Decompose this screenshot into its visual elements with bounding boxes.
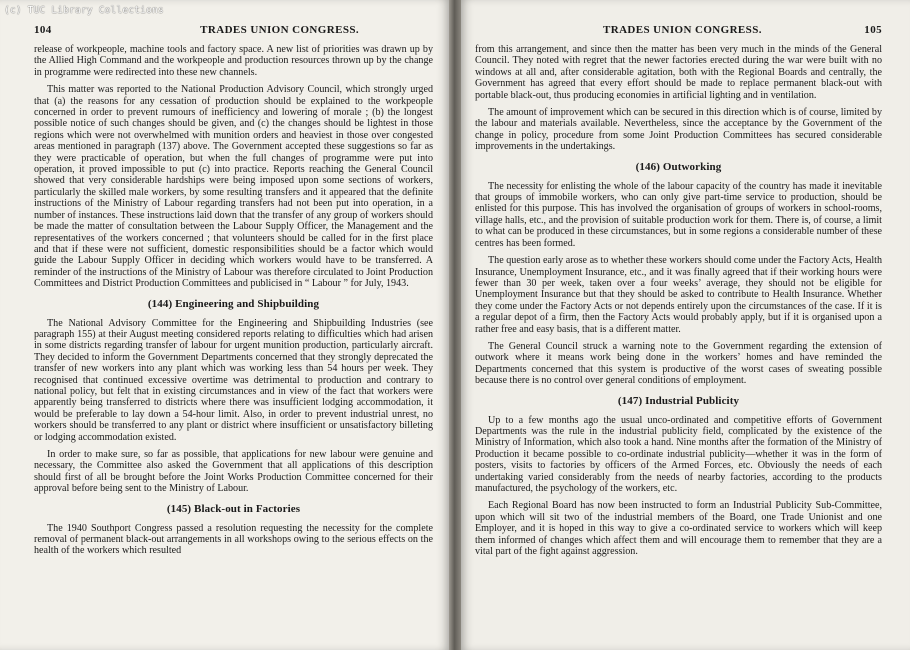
copyright-watermark: (c) TUC Library Collections <box>4 5 164 16</box>
section-heading-147: (147) Industrial Publicity <box>617 394 740 407</box>
left-page-body <box>34 44 433 557</box>
paragraph: Up to a few months ago the usual unco-ordinated and competitive efforts of Government Departments was the rule in the industrial publicity field, complicated by the existence of the Ministry of Information, which also took a hand. Nine months after the formation of the Ministry of Production it became possible to co-ordinate industrial publicity—whether it was in the form of posters, visits to factories by officers of the Armed Forces, etc. Obviously the needs of each undertaking varied considerably from the needs of nearby factories, according to the products manufactured, the psychology of the workers, etc. <box>475 414 882 494</box>
left-page-number: 104 <box>34 24 52 36</box>
paragraph: The 1940 Southport Congress passed a resolution requesting the necessity for the complete removal of permanent black-out arrangements in all workshops owing to the serious effects on the health of the workers which resulted <box>34 522 433 557</box>
section-heading-145: (145) Black-out in Factories <box>166 502 301 515</box>
left-running-title: TRADES UNION CONGRESS. <box>200 24 359 36</box>
paragraph: The amount of improvement which can be secured in this direction which is of course, limited by the labour and materials available. Nevertheless, since the acceptance by the Government of the change in policy, procedure from some Joint Production Committees has secured considerable improvements in the undertakings. <box>475 107 882 153</box>
paragraph: release of workpeople, machine tools and factory space. A new list of priorities was drawn up by the Allied High Command and the workpeople and production resources thrown up by the change in programme were redirected into these new channels. <box>34 44 433 78</box>
paragraph: In order to make sure, so far as possible, that applications for new labour were genuine and necessary, the Committee also asked the Government that all applications of this description should first of all be brought before the Joint Works Production Committee concerned for their approval before being sent to the Ministry of Labour. <box>34 449 433 495</box>
paragraph: This matter was reported to the National Production Advisory Council, which strongly urged that (a) the reasons for any cessation of production should be explained to the workpeople concerned in order to prevent rumours of inefficiency and lowering of morale ; (b) the longest possible notice of such changes should be given, and (c) the changes should be lightest in those regions which were not overwhelmed with munition orders and heaviest in those over congested areas mentioned in paragraph (137) above. The Government accepted these suggestions so far as they were practicable of operation, but when the full changes of programme were put into operation, it proved impossible to put (c) into practice. Reports reaching the General Council showed that very considerable hardships were being imposed upon some sections of workers, particularly the skilled male workers, by some resulting transfers and it appeared that the definite instructions of the Ministry of Labour regarding transfers had not been put into operation, in a number of instances. These instructions laid down that the transfer of any group of workers should be made the matter of consultation between the Labour Supply Officer, the Management and the representatives of the workers concerned ; that volunteers should be called for in the first place and that if these were not sufficient, domestic responsibilities should be a factor which would guide the Labour Supply Officer in deciding which workers would have to be transferred. A reminder of the instructions of the Ministry of Labour was therefore circulated to Joint Production Committees and District Production Committees and publicised in “ Labour ” for July, 1943. <box>34 84 433 290</box>
paragraph: Each Regional Board has now been instructed to form an Industrial Publicity Sub-Committee, upon which will sit two of the industrial members of the Board, one Trade Unionist and one Employer, and it is hoped in this way to give a co-ordinated service to workers which will keep them informed of changes which affect them and will encourage them to remember that they are a vital part of the fight against aggression. <box>475 500 882 558</box>
paragraph: The question early arose as to whether these workers should come under the Factory Acts, Health Insurance, Unemployment Insurance, etc., and it was finally agreed that if their working hours were fewer than 30 per week, taken over a four weeks’ average, they should not be eligible for Unemployment Insurance but that they should be asked to contribute to Health Insurance. Whether they come under the Factory Acts or not depends entirely upon the circumstances of the case. If it is a regular depot of a firm, then the Factory Acts would probably apply, but if it is organised upon a rather free and easy basis, that is a different matter. <box>475 255 882 335</box>
section-heading-146: (146) Outworking <box>635 160 722 173</box>
right-running-title: TRADES UNION CONGRESS. <box>603 24 762 36</box>
section-heading-144: (144) Engineering and Shipbuilding <box>147 297 320 310</box>
paragraph: The National Advisory Committee for the Engineering and Shipbuilding Industries (see paragraph 155) at their August meeting considered reports relating to difficulties which had arisen in some districts regarding transfer of labour for urgent munition production, particularly aircraft. They decided to inform the Government Departments concerned that they strongly deprecated the transfer of new workers into any plant which was working less than 54 hours per week. They recognised that continued excessive overtime was detrimental to production and contrary to national policy, but felt that in existing circumstances and in view of the fact that workers were apparently being transferred to districts where there was insufficient lodging accommodation, it would be preferable to lay down a 54-hour limit. Also, in order to prevent industrial unrest, no workers should be transferred to any plant or district where insufficient or unsatisfactory billeting or lodging accommodation existed. <box>34 317 433 443</box>
paragraph: The General Council struck a warning note to the Government regarding the extension of outwork where it means work being done in the workers’ homes and have reminded the Departments concerned that this system is productive of the worst cases of sweating possible because there is no control over general conditions of employment. <box>475 340 882 387</box>
paragraph: The necessity for enlisting the whole of the labour capacity of the country has made it inevitable that groups of immobile workers, who can only give part-time service to production, should be enlisted for this purpose. This has involved the organisation of groups of workers in school-rooms, village halls, etc., and the provision of suitable production work for them. There is, of course, a limit to what can be produced in these circumstances, but in some regions a considerable number of these centres has been formed. <box>475 180 882 249</box>
right-page-number: 105 <box>864 24 882 36</box>
right-page-body <box>475 44 882 557</box>
right-page <box>461 0 910 650</box>
right-page-header <box>475 24 882 36</box>
left-page-header <box>34 24 433 36</box>
paragraph: from this arrangement, and since then the matter has been very much in the minds of the General Council. They noted with regret that the newer factories erected during the war were built with no windows at all and, after considerable agitation, both with the Regional Boards and centrally, the Government has agreed that every effort should be made to replace permanent black-out with portable black-out, thus producing economies in artificial lighting and in ventilation. <box>475 44 882 101</box>
left-page <box>0 0 449 650</box>
book-gutter <box>449 0 461 650</box>
